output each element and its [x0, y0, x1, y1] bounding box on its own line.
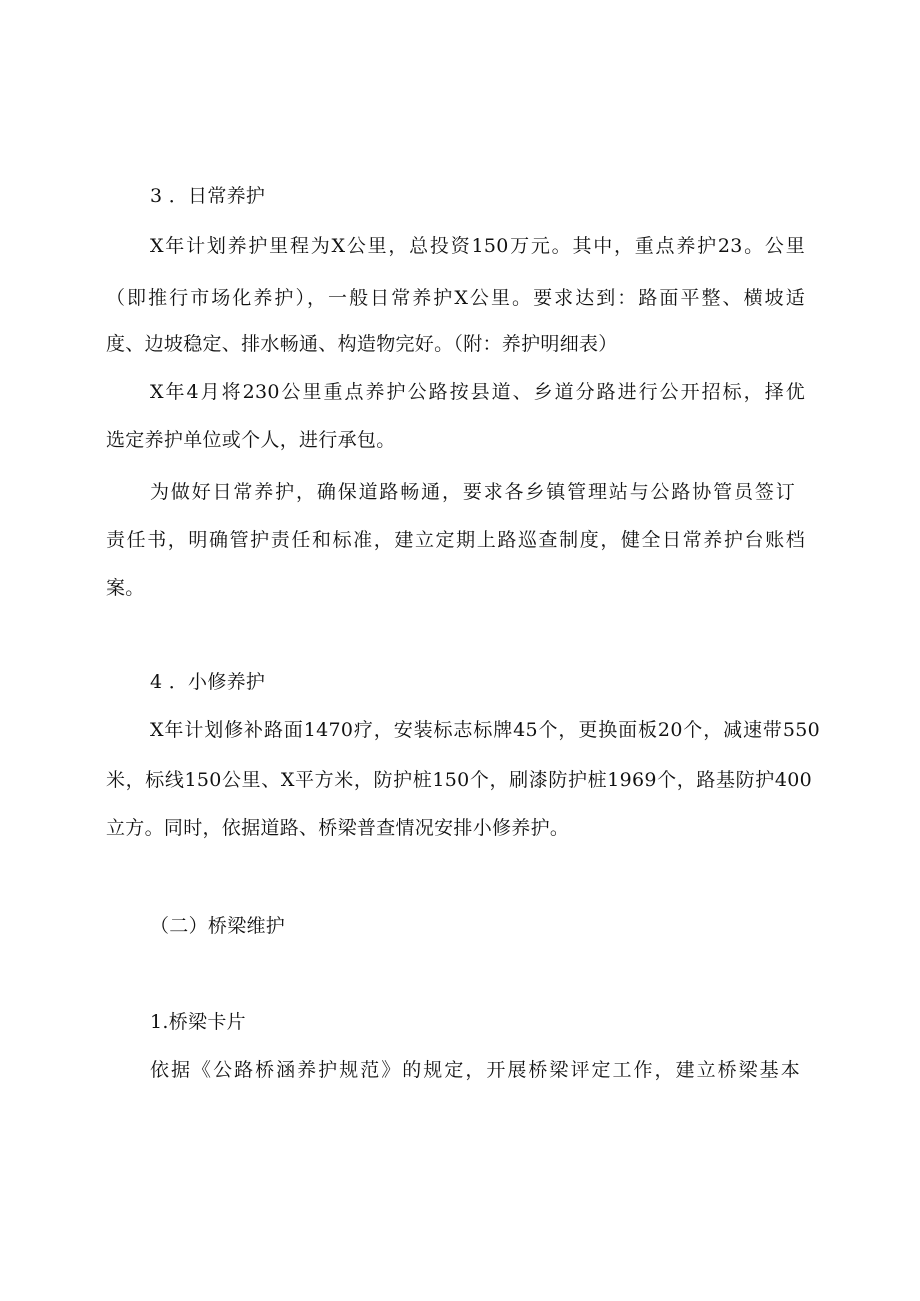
paragraph-line: 依据《公路桥涵养护规范》的规定，开展桥梁评定工作，建立桥梁基本	[150, 1059, 800, 1081]
paragraph-line: 度、边坡稳定、排水畅通、构造物完好。（附：养护明细表）	[106, 333, 618, 355]
paragraph-line: 为做好日常养护，确保道路畅通，要求各乡镇管理站与公路协管员签订	[150, 481, 795, 503]
paragraph-line: （即推行市场化养护），一般日常养护X公里。要求达到：路面平整、横坡适	[106, 287, 805, 309]
paragraph-line: X年计划养护里程为X公里，总投资150万元。其中，重点养护23。公里	[150, 235, 805, 257]
section-heading-bridge-card: 1.桥梁卡片	[150, 1011, 246, 1033]
paragraph-line: 案。	[106, 577, 145, 599]
section-heading-daily-maintenance: 3 ．日常养护	[150, 185, 266, 207]
paragraph-line: 责任书，明确管护责任和标准，建立定期上路巡查制度，健全日常养护台账档	[106, 529, 805, 551]
paragraph-line: X年计划修补路面1470疗，安装标志标牌45个，更换面板20个，减速带550	[150, 719, 820, 741]
paragraph-line: X年4月将230公里重点养护公路按县道、乡道分路进行公开招标，择优	[150, 381, 805, 403]
paragraph-line: 米，标线150公里、X平方米，防护桩150个，刷漆防护桩1969个，路基防护400	[106, 769, 812, 791]
section-heading-minor-repair: 4 ．小修养护	[150, 671, 266, 693]
paragraph-line: 选定养护单位或个人，进行承包。	[106, 429, 396, 451]
part-heading-bridge-maintenance: （二）桥梁维护	[150, 915, 286, 937]
paragraph-line: 立方。同时，依据道路、桥梁普查情况安排小修养护。	[106, 817, 570, 839]
